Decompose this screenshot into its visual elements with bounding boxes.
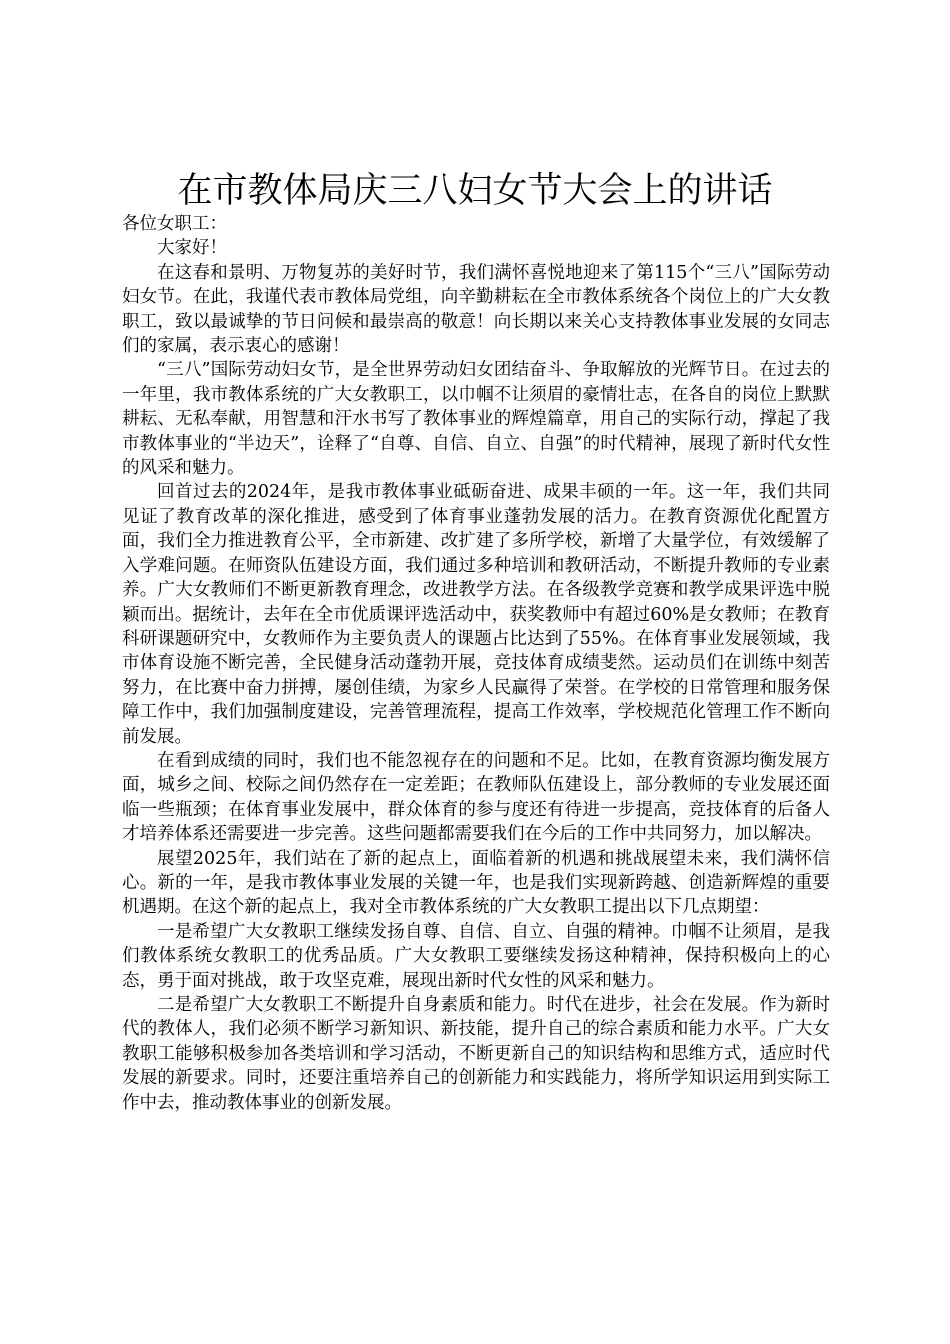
salutation: 各位女职工： — [122, 214, 227, 234]
paragraph: 一是希望广大女教职工继续发扬自尊、自信、自立、自强的精神。巾帼不让须眉，是我们教体系统女教职工的优秀品质。广大女教职工要继续发扬这种精神，保持积极向上的心态，勇于面对挑战，敢于攻坚克难，展现出新时代女性的风采和魅力。 — [122, 921, 830, 991]
paragraph: 回首过去的2024年，是我市教体事业砥砺奋进、成果丰硕的一年。这一年，我们共同见证了教育改革的深化推进，感受到了体育事业蓬勃发展的活力。在教育资源优化配置方面，我们全力推进教育公平，全市新建、改扩建了多所学校，新增了大量学位，有效缓解了入学难问题。在师资队伍建设方面，我们通过多种培训和教研活动，不断提升教师的专业素养。广大女教师们不断更新教育理念，改进教学方法。在各级教学竞赛和教学成果评选中脱颖而出。据统计，去年在全市优质课评选活动中，获奖教师中有超过60%是女教师；在教育科研课题研究中，女教师作为主要负责人的课题占比达到了55%。在体育事业发展领域，我市体育设施不断完善，全民健身活动蓬勃开展，竞技体育成绩斐然。运动员们在训练中刻苦努力，在比赛中奋力拼搏，屡创佳绩，为家乡人民赢得了荣誉。在学校的日常管理和服务保障工作中，我们加强制度建设，完善管理流程，提高工作效率，学校规范化管理工作不断向前发展。 — [122, 482, 830, 747]
paragraph: 二是希望广大女教职工不断提升自身素质和能力。时代在进步，社会在发展。作为新时代的教体人，我们必须不断学习新知识、新技能，提升自己的综合素质和能力水平。广大女教职工能够积极参加各类培训和学习活动，不断更新自己的知识结构和思维方式，适应时代发展的新要求。同时，还要注重培养自己的创新能力和实践能力，将所学知识运用到实际工作中去，推动教体事业的创新发展。 — [122, 995, 830, 1113]
document-body — [122, 212, 830, 1115]
greeting: 大家好！ — [157, 238, 227, 259]
paragraph: 在看到成绩的同时，我们也不能忽视存在的问题和不足。比如，在教育资源均衡发展方面，城乡之间、校际之间仍然存在一定差距；在教师队伍建设上，部分教师的专业发展还面临一些瓶颈；在体育事业发展中，群众体育的参与度还有待进一步提高，竞技体育的后备人才培养体系还需要进一步完善。这些问题都需要我们在今后的工作中共同努力，加以解决。 — [122, 750, 830, 845]
paragraph: “三八”国际劳动妇女节，是全世界劳动妇女团结奋斗、争取解放的光辉节日。在过去的一年里，我市教体系统的广大女教职工，以巾帼不让须眉的豪情壮志，在各自的岗位上默默耕耘、无私奉献，用智慧和汗水书写了教体事业的辉煌篇章，用自己的实际行动，撑起了我市教体事业的“半边天”，诠释了“自尊、自信、自立、自强”的时代精神，展现了新时代女性的风采和魅力。 — [122, 360, 830, 479]
paragraph: 在这春和景明、万物复苏的美好时节，我们满怀喜悦地迎来了第115个“三八”国际劳动妇女节。在此，我谨代表市教体局党组，向辛勤耕耘在全市教体系统各个岗位上的广大女教职工，致以最诚挚的节日问候和最崇高的敬意！向长期以来关心支持教体事业发展的女同志们的家属，表示衷心的感谢！ — [122, 262, 830, 357]
paragraph: 展望2025年，我们站在了新的起点上，面临着新的机遇和挑战展望未来，我们满怀信心。新的一年，是我市教体事业发展的关键一年，也是我们实现新跨越、创造新辉煌的重要机遇期。在这个新的起点上，我对全市教体系统的广大女教职工提出以下几点期望： — [122, 848, 830, 918]
document-title: 在市教体局庆三八妇女节大会上的讲话 — [177, 171, 773, 211]
